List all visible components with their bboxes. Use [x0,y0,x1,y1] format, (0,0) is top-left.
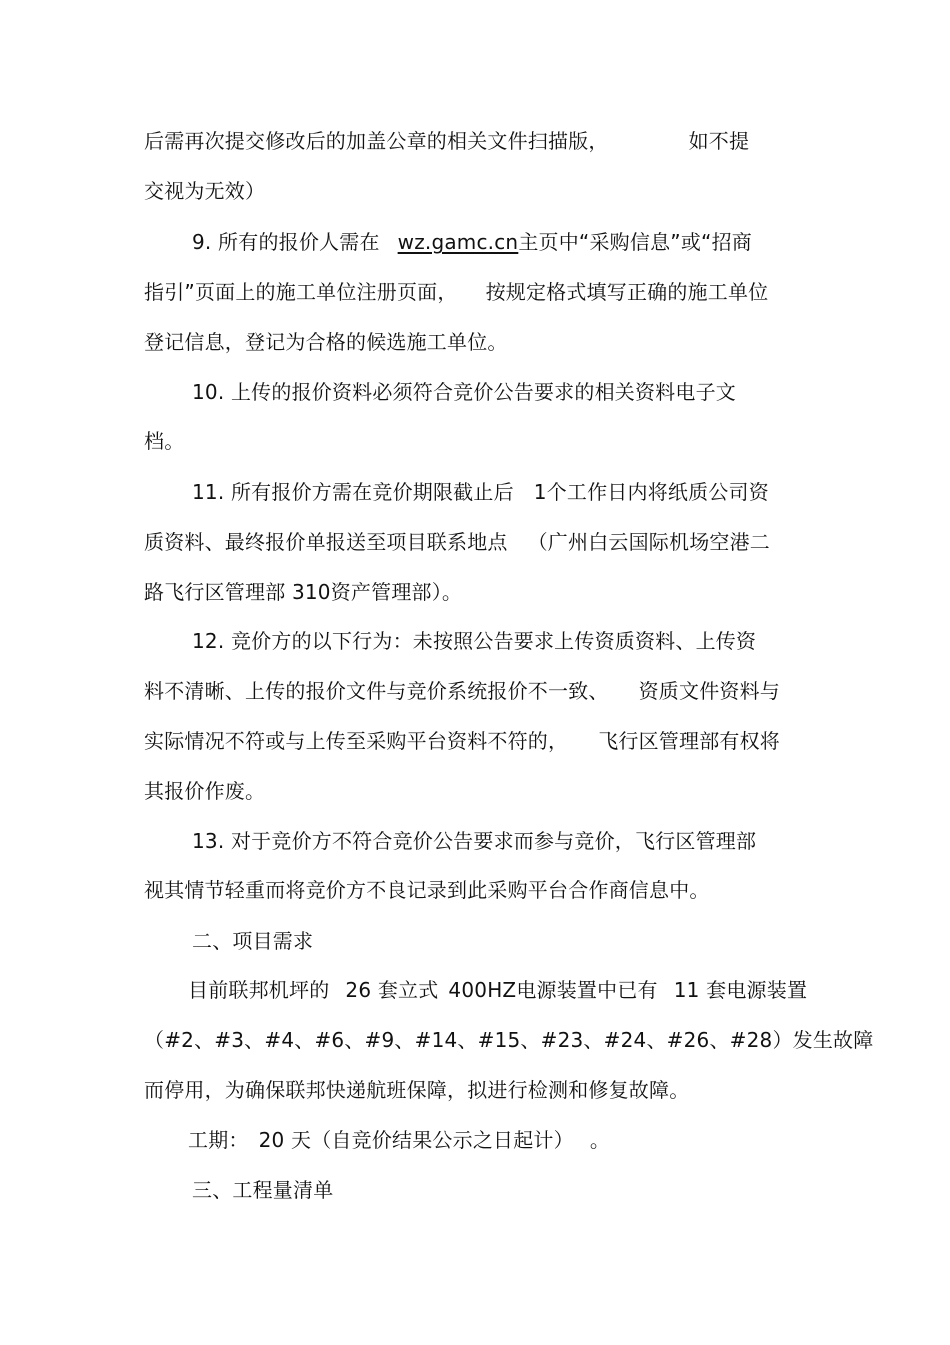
text-segment: 26 套立式 [345,978,439,1002]
section-heading-3 [192,1177,333,1203]
heading-text: 二、项目需求 [192,929,314,953]
period-line [188,1127,610,1153]
paragraph-12-line-1 [192,628,756,654]
paragraph-11-line-2 [144,529,770,555]
text-segment: 1个工作日内将纸质公司资 [533,480,769,504]
requirement-line-3 [144,1077,689,1103]
heading-text: 三、工程量清单 [192,1178,334,1202]
text-segment: 后需再次提交修改后的加盖公章的相关文件扫描版， [144,129,609,153]
paragraph-13-line-2 [144,877,710,903]
paragraph-11-line-3 [144,579,462,605]
text-segment: 400HZ电源装置中已有 [448,978,658,1002]
paragraph-9-line-3 [144,329,508,355]
text-segment: （#2、#3、#4、#6、#9、#14、#15、#23、#24、#26、#28）发生故障 [144,1028,874,1052]
requirement-line-1 [188,977,807,1003]
paragraph-9-line-2 [144,279,768,305]
paragraph-12-line-2 [144,678,780,704]
text-segment: 登记信息，登记为合格的候选施工单位。 [144,330,508,354]
section-heading-2 [192,928,313,954]
paragraph-10-line-2 [144,428,184,454]
text-segment: 飞行区管理部有权将 [598,729,781,753]
text-segment: 其报价作废。 [144,779,266,803]
paragraph-9-line-1 [192,229,752,255]
text-segment: 目前联邦机坪的 [188,978,330,1002]
text-segment: 如不提 [688,129,750,153]
text-segment: （广州白云国际机场空港二 [527,530,771,554]
text-segment: 13. 对于竞价方不符合竞价公告要求而参与竞价，飞行区管理部 [192,829,757,853]
text-segment: 实际情况不符或与上传至采购平台资料不符的， [144,729,569,753]
text-segment: 指引”页面上的施工单位注册页面， [144,280,458,304]
paragraph-11-line-1 [192,479,769,505]
paragraph-13-line-1 [192,828,756,854]
paragraph-12-line-3 [144,728,780,754]
text-segment: 路飞行区管理部 310资产管理部）。 [144,580,463,604]
text-segment: 10. 上传的报价资料必须符合竞价公告要求的相关资料电子文 [192,380,736,404]
text-line [144,178,265,204]
text-segment: 交视为无效） [144,179,266,203]
text-segment: 11. 所有报价方需在竞价期限截止后 [192,480,514,504]
text-segment: 视其情节轻重而将竞价方不良记录到此采购平台合作商信息中。 [144,878,710,902]
text-segment: 工期： [188,1128,249,1152]
text-segment: 9. 所有的报价人需在 [192,230,380,254]
text-segment: 档。 [144,429,185,453]
text-segment: 而停用，为确保联邦快递航班保障，拟进行检测和修复故障。 [144,1078,690,1102]
text-segment: 12. 竞价方的以下行为：未按照公告要求上传资质资料、上传资 [192,629,757,653]
paragraph-12-line-4 [144,778,265,804]
text-segment: 按规定格式填写正确的施工单位 [485,280,769,304]
text-segment: 主页中“采购信息”或“招商 [518,230,752,254]
paragraph-10-line-1 [192,379,736,405]
text-segment: 20 天（自竞价结果公示之日起计） [258,1128,574,1152]
site-link[interactable]: wz.gamc.cn [397,230,519,254]
text-segment: 资质文件资料与 [638,679,781,703]
text-segment: 料不清晰、上传的报价文件与竞价系统报价不一致、 [144,679,609,703]
requirement-line-2 [144,1027,873,1053]
text-segment: 。 [589,1128,611,1152]
text-segment: 11 套电源装置 [673,978,808,1002]
text-segment: 质资料、最终报价单报送至项目联系地点 [144,530,508,554]
text-line [144,128,749,154]
